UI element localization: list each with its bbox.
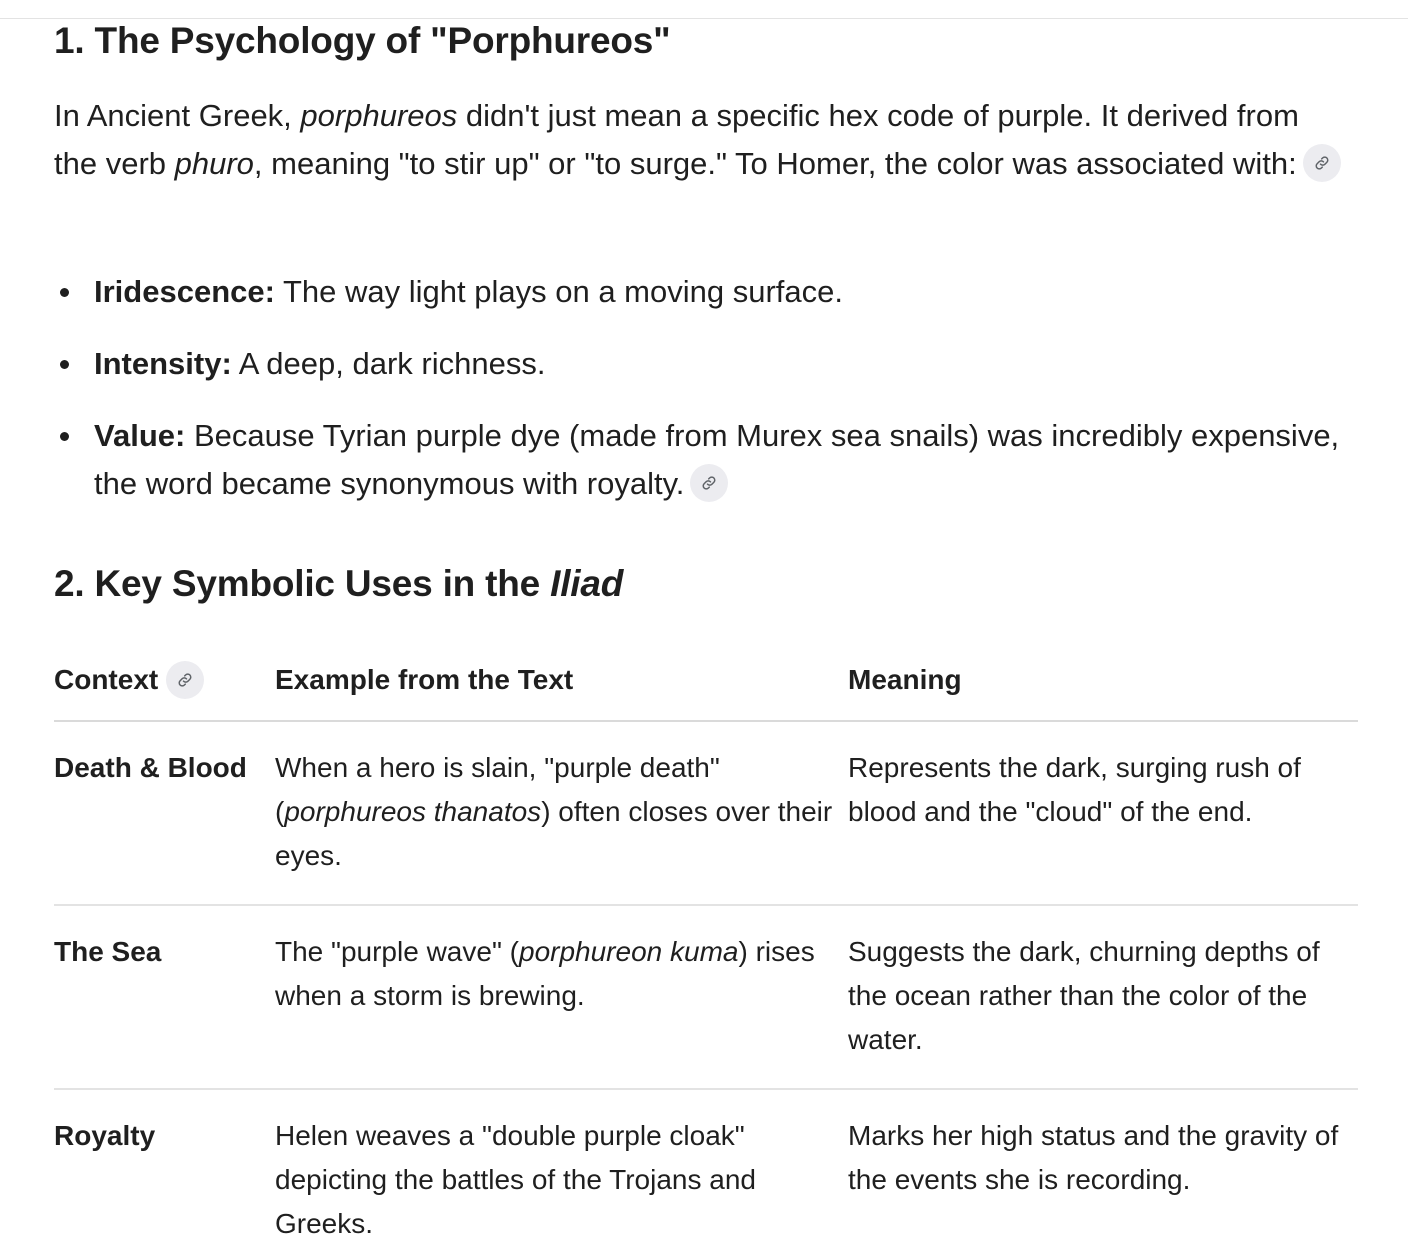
bullet-dot [60, 360, 69, 369]
example-text: When a hero is slain, "purple death" ( [275, 752, 720, 827]
table-row [54, 721, 1358, 905]
link-icon [1313, 154, 1331, 172]
example-text: The "purple wave" ( [275, 936, 519, 967]
table-row [54, 905, 1358, 1089]
cell-example [275, 905, 848, 1089]
source-link-button[interactable] [166, 661, 204, 699]
list-item-intensity [54, 340, 1344, 388]
list-item-value [54, 412, 1344, 508]
heading-prefix: 2. Key Symbolic Uses in the [54, 563, 551, 604]
intro-text-3: , meaning "to stir up" or "to surge." To Homer, the color was associated with: [253, 146, 1297, 181]
attribute-list [54, 268, 1344, 532]
cell-example [275, 1089, 848, 1244]
column-header-example: Example from the Text [275, 650, 848, 721]
cell-meaning: Represents the dark, surging rush of blood and the "cloud" of the end. [848, 721, 1358, 905]
section-heading-symbolic-uses [54, 560, 623, 608]
bullet-dot [60, 288, 69, 297]
cell-meaning: Marks her high status and the gravity of the events she is recording. [848, 1120, 1339, 1195]
list-item-text: A deep, dark richness. [231, 346, 546, 381]
symbolic-uses-table [54, 650, 1358, 1244]
table-row [54, 1089, 1358, 1244]
intro-paragraph [54, 92, 1344, 188]
intro-text-1: In Ancient Greek, [54, 98, 301, 133]
column-header-meaning: Meaning [848, 650, 1358, 721]
column-header-context [54, 650, 275, 721]
list-item-text: The way light plays on a moving surface. [274, 274, 843, 309]
link-icon [176, 671, 194, 689]
table-header-row [54, 650, 1358, 721]
heading-em-iliad: Iliad [550, 563, 624, 604]
example-text: Helen weaves a "double purple cloak" depicting the battles of the Trojans and Greeks. [275, 1120, 756, 1239]
intro-em-porphureos: porphureos [300, 98, 458, 133]
list-item-label: Iridescence: [94, 274, 275, 309]
example-text: ) often closes over their eyes. [275, 796, 833, 871]
cell-context: Death & Blood [54, 721, 275, 905]
bullet-dot [60, 432, 69, 441]
section-heading-psychology: 1. The Psychology of "Porphureos" [54, 20, 671, 61]
column-header-label: Context [54, 664, 159, 695]
cell-example [275, 721, 848, 905]
source-link-button[interactable] [690, 464, 728, 502]
list-item-label: Intensity: [94, 346, 232, 381]
example-em: porphureon kuma [519, 936, 739, 967]
cell-context: The Sea [54, 905, 275, 1089]
intro-text-2: didn't just mean a specific hex code of purple. It derived from the verb [54, 98, 1299, 181]
list-item-label: Value: [94, 418, 186, 453]
intro-em-phuro: phuro [174, 146, 254, 181]
list-item-iridescence [54, 268, 1344, 316]
cell-context: Royalty [54, 1120, 156, 1151]
cell-meaning: Suggests the dark, churning depths of the ocean rather than the color of the water. [848, 905, 1358, 1089]
source-link-button[interactable] [1303, 144, 1341, 182]
list-item-text: Because Tyrian purple dye (made from Murex sea snails) was incredibly expensive, the word became synonymous with royalty. [94, 418, 1340, 501]
example-text: ) rises when a storm is brewing. [275, 936, 815, 1011]
link-icon [700, 474, 718, 492]
example-em: porphureos thanatos [284, 796, 542, 827]
